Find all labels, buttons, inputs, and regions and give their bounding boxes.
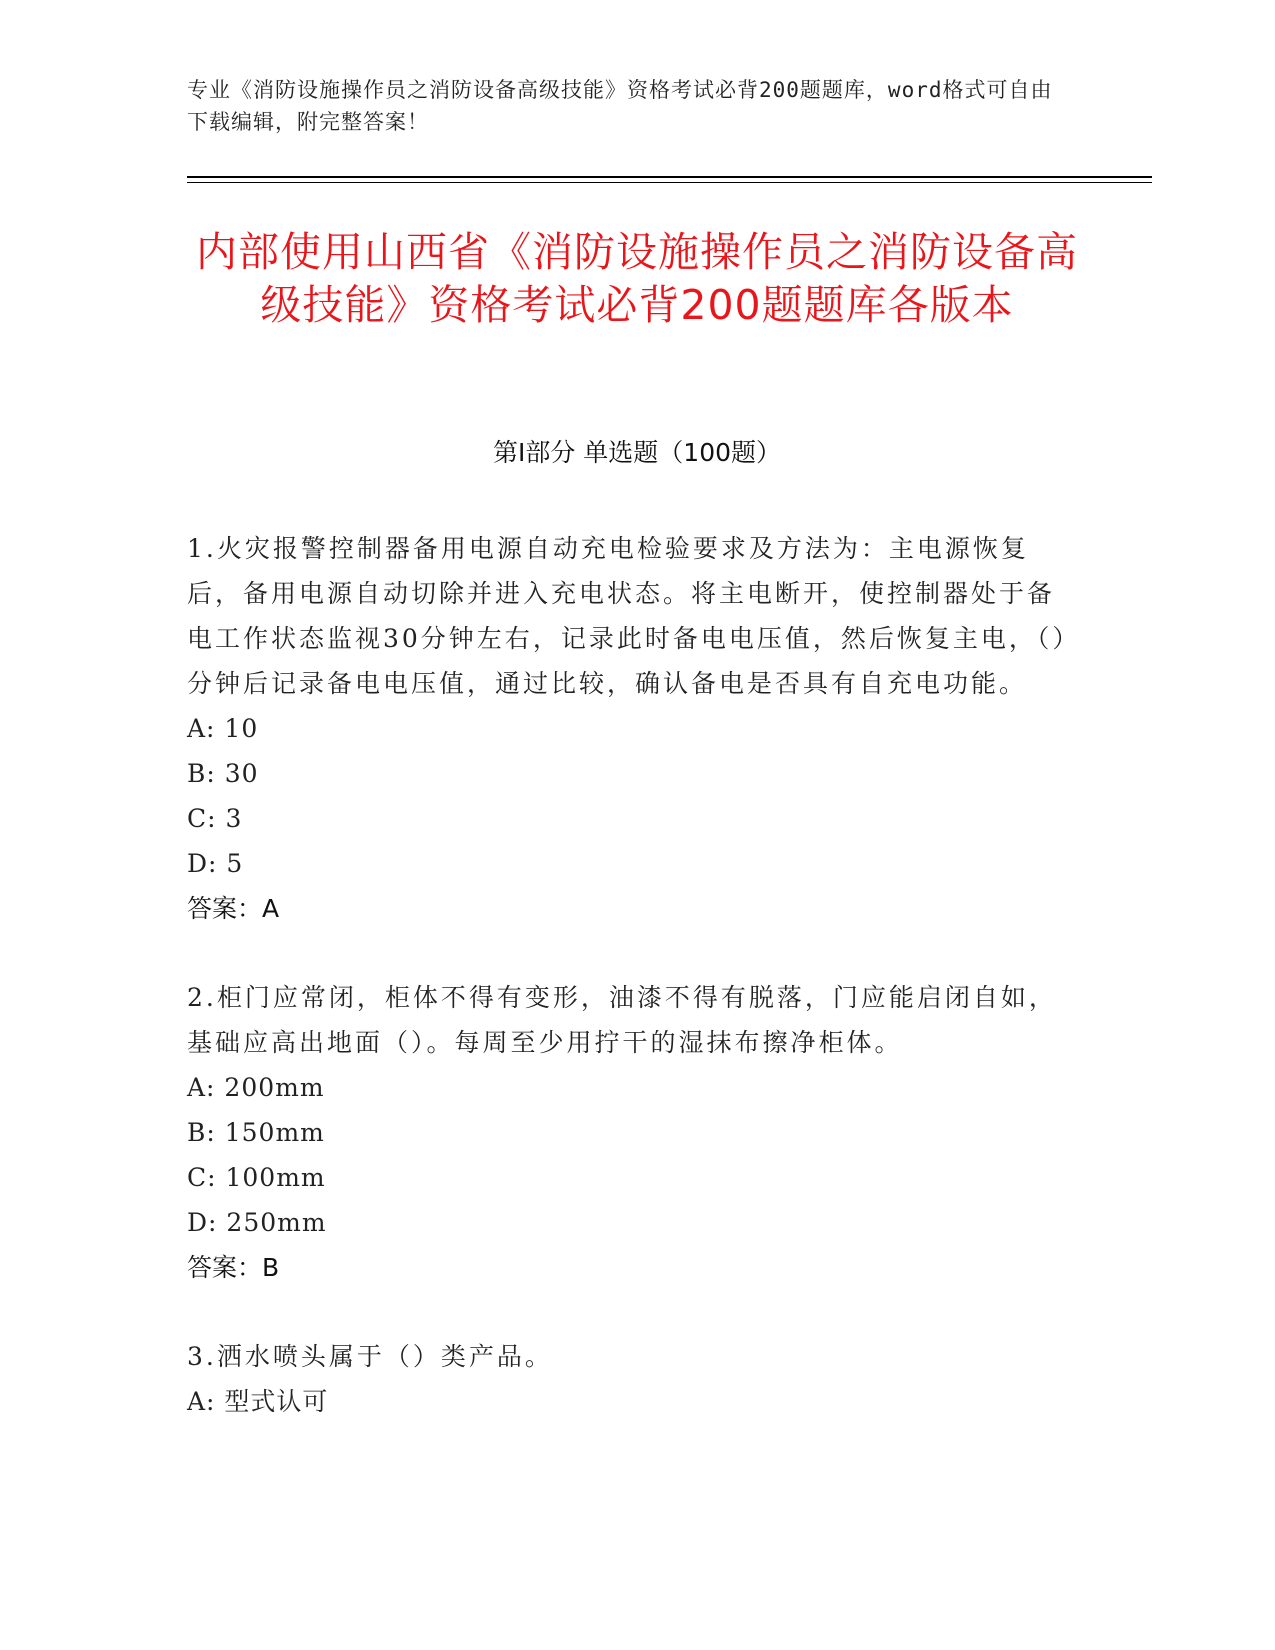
answer: 答案：A: [187, 894, 280, 923]
option-a: A: 10: [187, 714, 259, 743]
question-3: [187, 1334, 1077, 1424]
question-1: [187, 526, 1077, 931]
option-b: B: 150mm: [187, 1118, 325, 1147]
option-d: D: 250mm: [187, 1208, 327, 1237]
header-note: 专业《消防设施操作员之消防设备高级技能》资格考试必背200题题库，word格式可自由下载编辑，附完整答案！: [187, 78, 1053, 134]
option-a: A: 型式认可: [187, 1387, 329, 1416]
question-2: [187, 975, 1077, 1290]
question-stem: 2.柜门应常闭，柜体不得有变形，油漆不得有脱落，门应能启闭自如，基础应高出地面（）。每周至少用拧干的湿抹布擦净柜体。: [187, 983, 1057, 1057]
question-list: [187, 526, 1077, 1468]
answer: 答案：B: [187, 1253, 280, 1282]
header-divider-thick: [187, 176, 1152, 178]
question-stem: 3.洒水喷头属于（）类产品。: [187, 1342, 553, 1371]
header-divider-thin: [187, 182, 1152, 183]
section-heading: 第Ⅰ部分 单选题（100题）: [492, 438, 782, 467]
option-b: B: 30: [187, 759, 259, 788]
option-a: A: 200mm: [187, 1073, 325, 1102]
option-d: D: 5: [187, 849, 244, 878]
option-c: C: 3: [187, 804, 243, 833]
document-title: 内部使用山西省《消防设施操作员之消防设备高级技能》资格考试必背200题题库各版本: [196, 228, 1078, 329]
question-stem: 1.火灾报警控制器备用电源自动充电检验要求及方法为：主电源恢复后，备用电源自动切除并进入充电状态。将主电断开，使控制器处于备电工作状态监视30分钟左右，记录此时备电电压值，然后恢复主电，（）分钟后记录备电电压值，通过比较，确认备电是否具有自充电功能。: [187, 534, 1068, 698]
option-c: C: 100mm: [187, 1163, 326, 1192]
